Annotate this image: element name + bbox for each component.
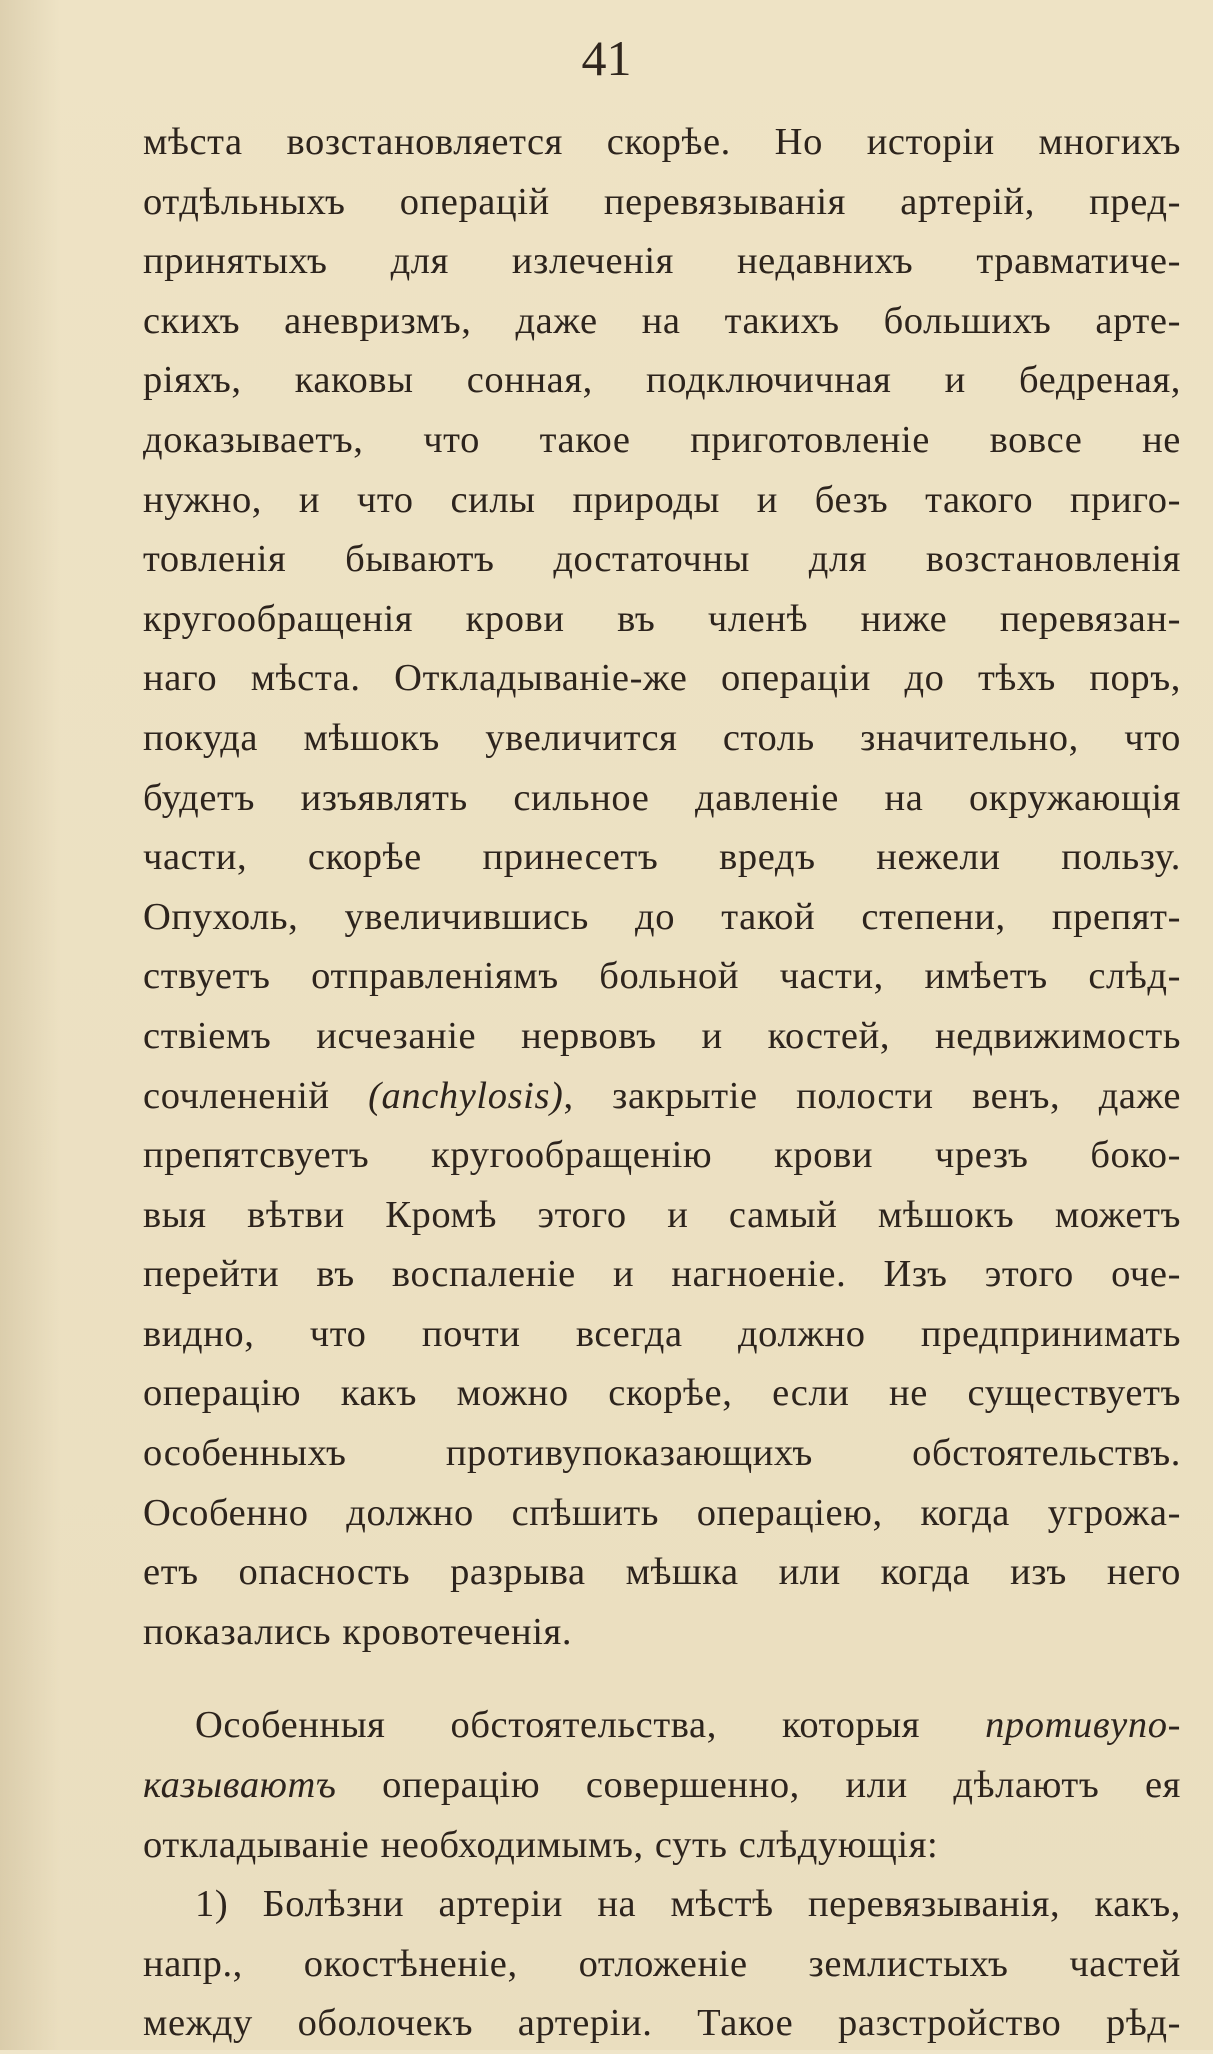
text-segment: части, скорѣе принесетъ вредъ нежели пользу. — [143, 836, 1181, 879]
text-line — [143, 1245, 1181, 1305]
text-line — [143, 232, 1181, 292]
text-line — [143, 1305, 1181, 1365]
text-line — [143, 292, 1181, 352]
text-segment: покуда мѣшокъ увеличится столь значительно, что — [143, 716, 1181, 759]
text-line — [143, 1994, 1181, 2054]
text-line — [143, 1603, 1181, 1663]
text-segment: откладываніе необходимымъ, суть слѣдующія: — [143, 1823, 939, 1866]
text-segment: операцію какъ можно скорѣе, если не существуетъ — [143, 1372, 1181, 1415]
text-line — [143, 1756, 1181, 1816]
text-segment: выя вѣтви Кромѣ этого и самый мѣшокъ можетъ — [143, 1193, 1181, 1236]
text-line — [143, 769, 1181, 829]
text-line — [143, 1067, 1181, 1127]
text-segment: Опухоль, увеличившись до такой степени, препят- — [143, 895, 1181, 938]
text-line — [143, 113, 1181, 173]
text-segment: видно, что почти всегда должно предпринимать — [143, 1312, 1181, 1355]
paragraph-spacer — [143, 1662, 1181, 1696]
text-line — [143, 530, 1181, 590]
text-line — [143, 1935, 1181, 1995]
text-line — [143, 471, 1181, 531]
text-line — [143, 709, 1181, 769]
text-line — [143, 1875, 1181, 1935]
text-line — [143, 173, 1181, 233]
page-text — [143, 113, 1181, 2054]
text-segment: операцію совершенно, или дѣлаютъ ея — [336, 1764, 1181, 1807]
text-segment: ствуетъ отправленіямъ больной части, имѣетъ слѣд- — [143, 955, 1181, 998]
text-line — [143, 1543, 1181, 1603]
text-segment: между оболочекъ артеріи. Такое разстройство рѣд- — [143, 2002, 1181, 2045]
text-line — [143, 1007, 1181, 1067]
text-line — [143, 888, 1181, 948]
text-line — [143, 828, 1181, 888]
text-line — [143, 1484, 1181, 1544]
text-segment: принятыхъ для излеченія недавнихъ травматиче- — [143, 240, 1181, 283]
text-segment: кругообращенія крови въ членѣ ниже перевязан- — [143, 597, 1181, 640]
text-segment: наго мѣста. Откладываніе-же операціи до тѣхъ поръ, — [143, 657, 1181, 700]
text-line — [143, 1696, 1181, 1756]
text-segment: препятсвуетъ кругообращенію крови чрезъ боко- — [143, 1134, 1181, 1177]
page-number: 41 — [581, 30, 632, 86]
text-segment: доказываетъ, что такое приготовленіе вовсе не — [143, 418, 1181, 461]
text-segment: напр., окостѣненіе, отложеніе землистыхъ частей — [143, 1942, 1181, 1985]
text-segment: скихъ аневризмъ, даже на такихъ большихъ арте- — [143, 299, 1181, 342]
italic-text: противупо- — [985, 1704, 1181, 1747]
text-line — [143, 1126, 1181, 1186]
text-segment: Особенно должно спѣшить операціею, когда угрожа- — [143, 1491, 1181, 1534]
text-line — [143, 411, 1181, 471]
text-segment: перейти въ воспаленіе и нагноеніе. Изъ этого оче- — [143, 1253, 1181, 1296]
text-segment: показались кровотеченія. — [143, 1610, 573, 1653]
text-segment: етъ опасность разрыва мѣшка или когда изъ него — [143, 1551, 1181, 1594]
text-line — [143, 1424, 1181, 1484]
text-segment: отдѣльныхъ операцій перевязыванія артерій, пред- — [143, 180, 1181, 223]
text-segment: особенныхъ противупоказающихъ обстоятельствъ. — [143, 1432, 1181, 1475]
italic-text: (anchylosis) — [368, 1074, 564, 1117]
text-line — [143, 649, 1181, 709]
text-segment: ріяхъ, каковы сонная, подключичная и бедреная, — [143, 359, 1181, 402]
text-segment: 1) Болѣзни артеріи на мѣстѣ перевязыванія, какъ, — [195, 1883, 1181, 1926]
text-segment: , закрытіе полости венъ, даже — [563, 1074, 1182, 1117]
text-segment: будетъ изъявлять сильное давленіе на окружающія — [143, 776, 1181, 819]
text-line — [143, 1364, 1181, 1424]
text-segment: ствіемъ исчезаніе нервовъ и костей, недвижимость — [143, 1014, 1181, 1057]
text-segment: нужно, и что силы природы и безъ такого приго- — [143, 478, 1181, 521]
text-line — [143, 1816, 1181, 1876]
text-segment: Особенныя обстоятельства, которыя — [195, 1704, 986, 1747]
text-line — [143, 351, 1181, 411]
text-line — [143, 947, 1181, 1007]
text-segment: сочлененій — [143, 1074, 369, 1117]
text-line — [143, 590, 1181, 650]
text-line — [143, 1186, 1181, 1246]
italic-text: казываютъ — [143, 1764, 337, 1807]
text-segment: мѣста возстановляется скорѣе. Но исторіи многихъ — [143, 121, 1181, 163]
text-segment: товленія бываютъ достаточны для возстановленія — [143, 538, 1181, 581]
